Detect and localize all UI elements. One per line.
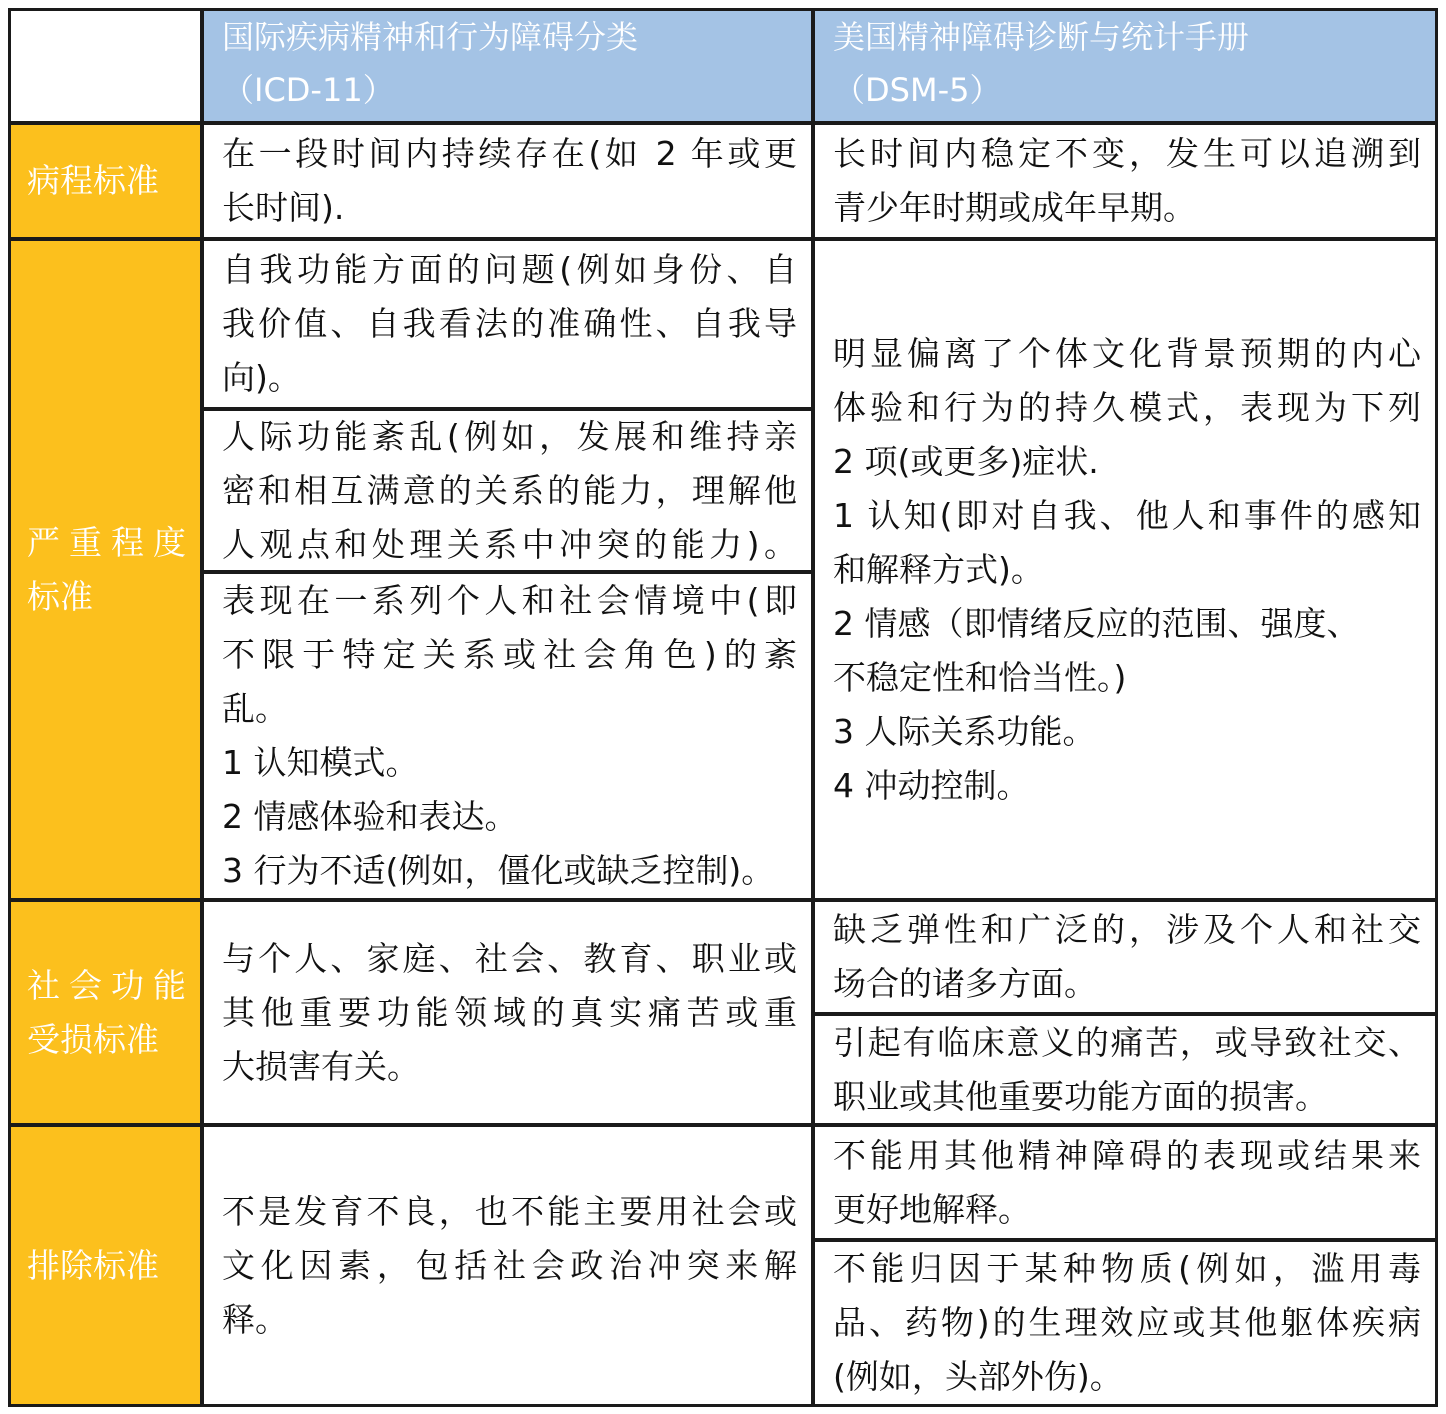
label-impairment [8, 899, 203, 1126]
icd-course [201, 122, 814, 240]
icd-impairment-line: 与个人、家庭、社会、教育、职业或 [222, 938, 797, 978]
icd-severity-pervasive-line: 3 行为不适(例如，僵化或缺乏控制)。 [222, 851, 775, 890]
dsm-course [812, 122, 1438, 240]
dsm-severity-line: 2 情感（即情绪反应的范围、强度、 [833, 603, 1360, 643]
icd-course-line: 长时间). [222, 188, 345, 227]
dsm-exclusion-substance-line: 不能归因于某种物质(例如，滥用毒 [833, 1249, 1421, 1288]
dsm-impairment-distress [812, 1013, 1438, 1126]
icd-severity-pervasive [201, 571, 814, 901]
dsm-exclusion-other-disorder [812, 1124, 1438, 1241]
dsm-exclusion-other-disorder-line: 更好地解释。 [833, 1189, 1031, 1229]
icd-severity-pervasive-line: 不限于特定关系或社会角色)的紊 [222, 635, 797, 674]
icd-severity-pervasive-line: 2 情感体验和表达。 [222, 797, 518, 836]
icd-severity-interpersonal [201, 408, 814, 573]
dsm-exclusion-substance [812, 1239, 1438, 1407]
icd-severity-self-line: 我价值、自我看法的准确性、自我导 [222, 304, 797, 343]
dsm-severity-line: 和解释方式)。 [833, 549, 1044, 589]
dsm-severity-line: 1 认知(即对自我、他人和事件的感知 [833, 495, 1421, 535]
icd-severity-self-line: 向)。 [222, 358, 301, 397]
label-severity [8, 238, 203, 901]
dsm-exclusion-substance-line: 品、药物)的生理效应或其他躯体疾病 [833, 1303, 1421, 1342]
icd-course-line: 在一段时间内持续存在(如 2 年或更 [222, 134, 797, 173]
dsm-course-line: 青少年时期或成年早期。 [833, 188, 1196, 227]
icd-impairment-line: 大损害有关。 [222, 1046, 420, 1086]
icd-impairment [201, 899, 814, 1126]
dsm-impairment-distress-line: 引起有临床意义的痛苦，或导致社交、 [833, 1022, 1421, 1062]
label-severity-text: 标准 [27, 576, 93, 616]
header-icd-line: 国际疾病精神和行为障碍分类 [222, 18, 639, 56]
header-dsm-line: 美国精神障碍诊断与统计手册 [833, 18, 1250, 56]
dsm-course-line: 长时间内稳定不变，发生可以追溯到 [833, 134, 1421, 173]
label-impairment-text: 受损标准 [27, 1019, 159, 1059]
dsm-severity-line: 明显偏离了个体文化背景预期的内心 [833, 333, 1421, 373]
label-exclusion [8, 1124, 203, 1407]
icd-exclusion [201, 1124, 814, 1407]
dsm-exclusion-other-disorder-line: 不能用其他精神障碍的表现或结果来 [833, 1135, 1421, 1175]
icd-impairment-line: 其他重要功能领域的真实痛苦或重 [222, 992, 797, 1032]
header-dsm-line: （DSM-5） [833, 71, 1002, 109]
icd-exclusion-line: 文化因素，包括社会政治冲突来解 [222, 1245, 797, 1285]
dsm-severity-line: 3 人际关系功能。 [833, 711, 1096, 751]
corner-cell [8, 8, 203, 124]
label-severity-text: 严重程度 [27, 522, 186, 562]
dsm-exclusion-substance-line: (例如，头部外伤)。 [833, 1357, 1123, 1396]
dsm-impairment-inflexible-line: 缺乏弹性和广泛的，涉及个人和社交 [833, 910, 1421, 949]
icd-severity-pervasive-line: 乱。 [222, 689, 288, 728]
label-impairment-text: 社会功能 [27, 965, 186, 1005]
label-course [8, 122, 203, 240]
header-icd [201, 8, 814, 124]
icd-severity-interpersonal-line: 人际功能紊乱(例如，发展和维持亲 [222, 416, 797, 456]
icd-severity-interpersonal-line: 密和相互满意的关系的能力，理解他 [222, 470, 797, 510]
label-course-text: 病程标准 [27, 161, 159, 200]
dsm-severity [812, 238, 1438, 901]
header-icd-line: （ICD-11） [222, 71, 395, 109]
icd-severity-self [201, 238, 814, 410]
icd-severity-pervasive-line: 表现在一系列个人和社会情境中(即 [222, 581, 797, 620]
dsm-severity-line: 4 冲动控制。 [833, 765, 1030, 805]
dsm-severity-line: 2 项(或更多)症状. [833, 441, 1099, 481]
icd-severity-self-line: 自我功能方面的问题(例如身份、自 [222, 250, 797, 289]
dsm-severity-line: 体验和行为的持久模式，表现为下列 [833, 387, 1421, 427]
dsm-impairment-inflexible [812, 899, 1438, 1015]
label-exclusion-text: 排除标准 [27, 1245, 159, 1285]
dsm-impairment-inflexible-line: 场合的诸多方面。 [833, 964, 1097, 1003]
dsm-impairment-distress-line: 职业或其他重要功能方面的损害。 [833, 1076, 1328, 1116]
header-dsm [812, 8, 1438, 124]
icd-exclusion-line: 释。 [222, 1299, 288, 1339]
dsm-severity-line: 不稳定性和恰当性。) [833, 657, 1127, 697]
icd-exclusion-line: 不是发育不良，也不能主要用社会或 [222, 1191, 797, 1231]
icd-severity-pervasive-line: 1 认知模式。 [222, 743, 419, 782]
icd-severity-interpersonal-line: 人观点和处理关系中冲突的能力)。 [222, 524, 797, 564]
